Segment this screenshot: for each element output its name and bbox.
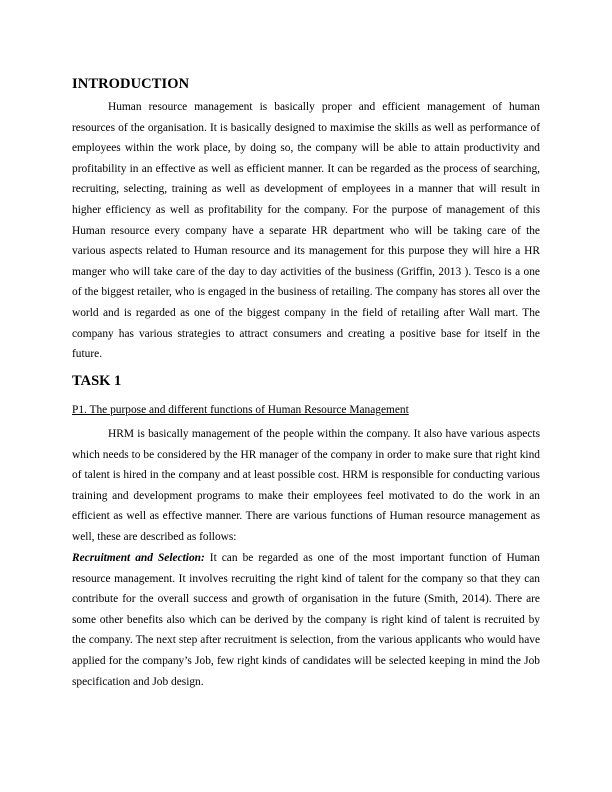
hrm-paragraph: HRM is basically management of the people within the company. It also have various aspects which needs to be considered by the HR manager of the company in order to make sure that right kind of talent is hired in the company and at least possible cost. HRM is responsible for conducting various training and development programs to make their employees feel motivated to do the work in an efficient as well as effective manner. There are various functions of Human resource management as well, these are described as follows: — [72, 428, 540, 543]
introduction-heading: INTRODUCTION — [72, 76, 190, 92]
recruitment-text: It can be regarded as one of the most important function of Human resource management. It involves recruiting the right kind of talent for the company so that they can contribute for the overall success and growth of organisation in the future (Smith, 2014). There are some other benefits also which can be derived by the company is right kind of talent is recruited by the company. The next step after recruitment is selection, from the various applicants who would have applied for the company’s Job, few right kinds of candidates will be selected keeping in mind the Job specification and Job design. — [72, 552, 540, 688]
introduction-paragraph: Human resource management is basically proper and efficient management of human resources of the organisation. It is basically designed to maximise the skills as well as performance of employees within the work place, by doing so, the company will be able to attain productivity and profitability in an effective as well as efficient manner. It can be regarded as the process of searching, recruiting, selecting, training as well as development of employees in a manner that will result in higher efficiency as well as profitability for the company. For the purpose of management of this Human resource every company have a separate HR department who will be taking care of the various aspects related to Human resource and its management for this purpose they will hire a HR manger who will take care of the day to day activities of the business (Griffin, 2013 ). Tesco is a one of the biggest retailer, who is engaged in the business of retailing. The company has stores all over the world and is regarded as one of the biggest company in the field of retailing after Wall mart. The company has various strategies to attract consumers and creating a positive base for itself in the future. — [72, 101, 540, 361]
task1-subheading: P1. The purpose and different functions of Human Resource Management — [72, 404, 409, 416]
task1-heading: TASK 1 — [72, 373, 122, 389]
recruitment-label: Recruitment and Selection: — [72, 552, 205, 564]
recruitment-paragraph — [72, 548, 540, 692]
